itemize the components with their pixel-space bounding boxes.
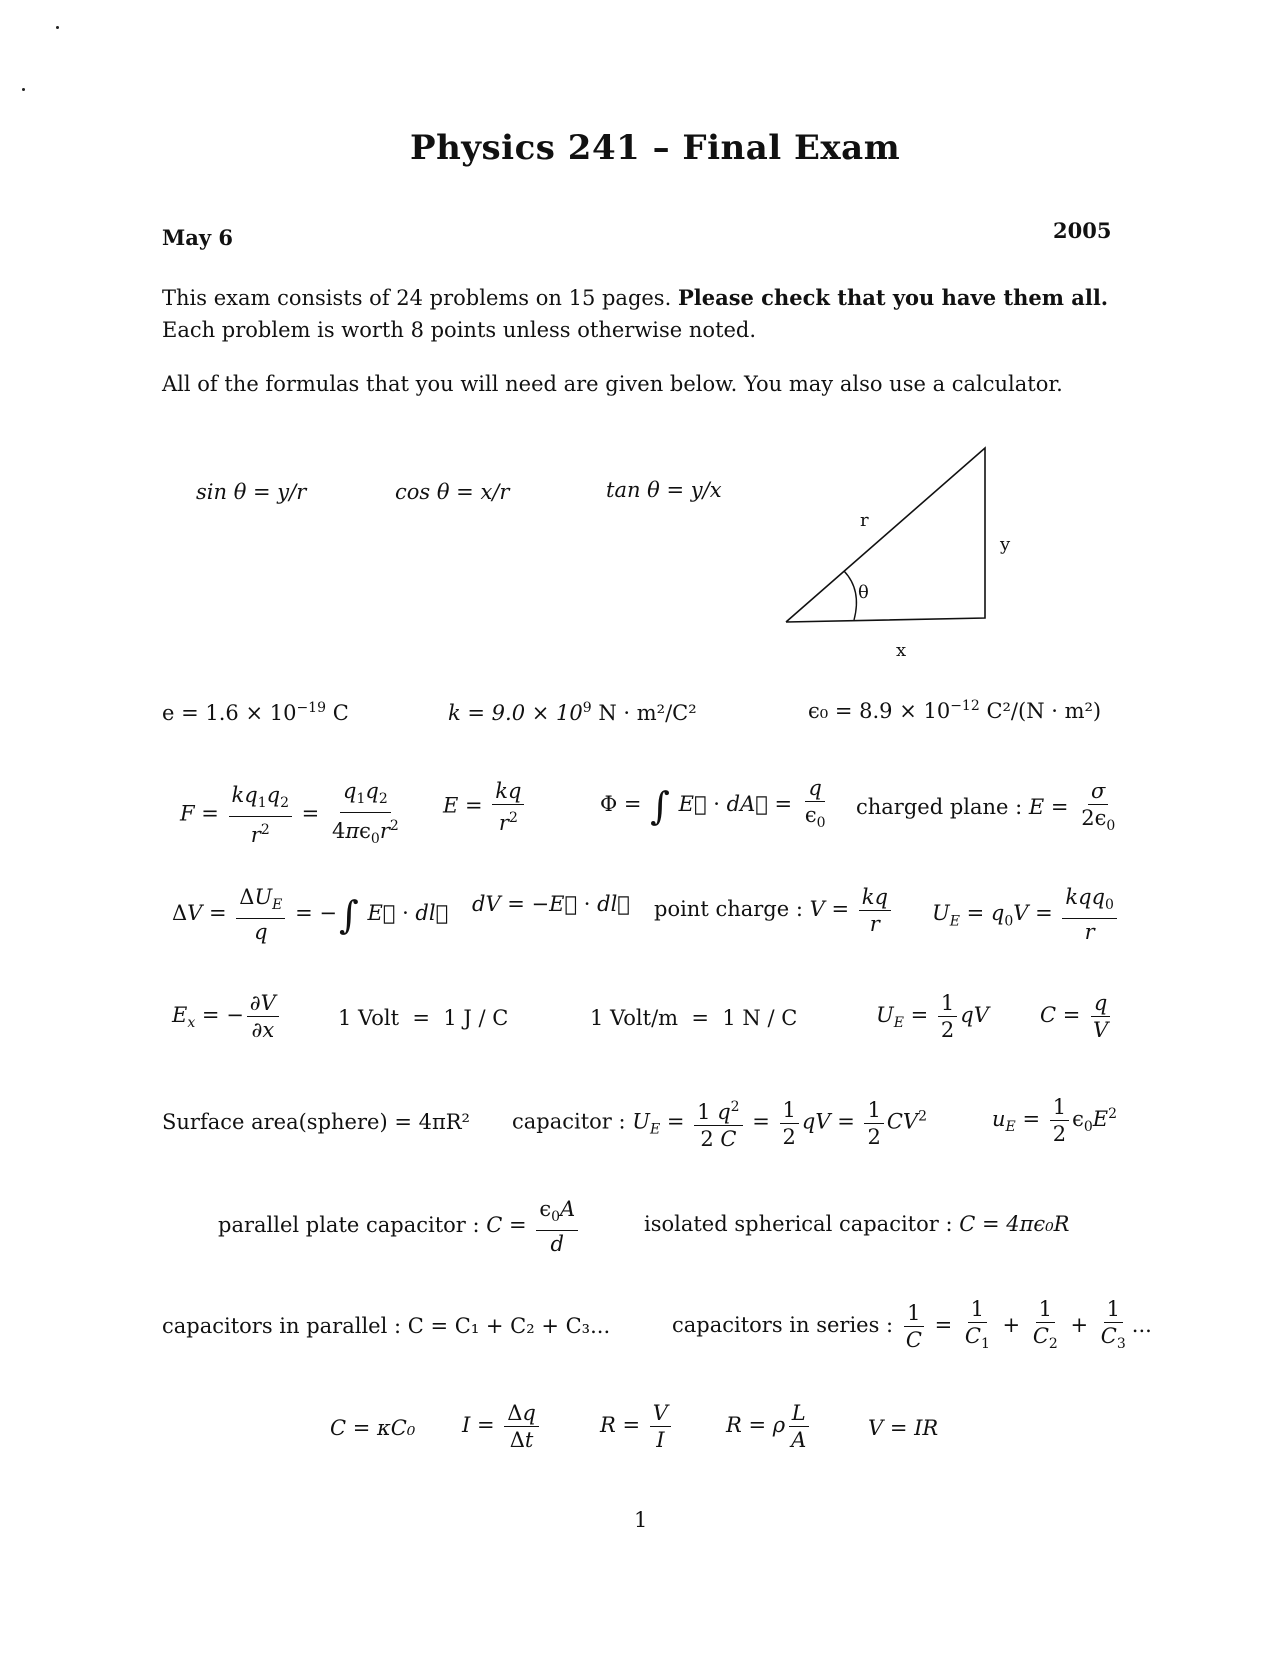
capacitors-parallel-formula: capacitors in parallel : C = C₁ + C₂ + C₃...	[162, 1314, 611, 1338]
gauss-formula: Φ = ∫ E⃗ · dA⃗ = $\frac{q}{\epsilon_0}$	[600, 776, 826, 832]
triangle-label-y: y	[1000, 534, 1011, 555]
sin-text: sin θ = y/r	[196, 480, 307, 504]
resistivity-formula: R = ρ $\frac{L}{A}$	[726, 1400, 812, 1453]
sin-formula	[196, 480, 306, 504]
parallel-plate-label: parallel plate capacitor :	[218, 1213, 480, 1238]
cap-series-label: capacitors in series :	[672, 1313, 894, 1338]
eps-base: ϵ₀ = 8.9 × 10	[808, 699, 951, 723]
exam-date: May 6	[162, 225, 233, 250]
potential-formula: ΔV = $\frac{\Delta U_E}{q}$ = −∫ E⃗ · dl⃗	[172, 885, 449, 945]
tan-formula	[606, 478, 722, 502]
triangle-label-x: x	[896, 640, 907, 661]
capacitor-energy-formula: capacitor : $U_E$ = $\frac{1 q^2}{2 C}$ = $\frac{1}{2}$ qV = $\frac{1}{2}$ $CV^2$	[512, 1094, 927, 1152]
constant-epsilon	[808, 698, 1101, 723]
field-formula: E = $\frac{kq}{r^2}$	[443, 778, 527, 836]
intro-line3: All of the formulas that you will need are given below. You may also use a calculator.	[162, 372, 1063, 396]
resistance-formula: R = $\frac{V}{I}$	[600, 1400, 674, 1453]
scan-speck	[22, 88, 25, 91]
coulomb-formula: F = $\frac{kq_1q_2}{r^2}$ = $\frac{q_1q_2}{4\pi\epsilon_0r^2}$	[180, 779, 399, 848]
parallel-plate-formula: parallel plate capacitor : C = $\frac{\epsilon_0A}{d}$	[218, 1196, 581, 1257]
exam-year: 2005	[1053, 218, 1112, 243]
capacitors-series-formula: capacitors in series : $\frac{1}{C}$ = $\frac{1}{C_1}$ + $\frac{1}{C_2}$ + $\frac{1}{C_3}$ ...	[672, 1297, 1152, 1353]
capacitance-definition: C = $\frac{q}{V}$	[1040, 990, 1114, 1043]
k-base: k = 9.0 × 10	[448, 701, 583, 725]
isolated-sphere-formula	[644, 1212, 1069, 1236]
scan-speck	[56, 26, 59, 29]
eps-unit: C²/(N · m²)	[986, 699, 1102, 723]
intro-line1: This exam consists of 24 problems on 15 pages.	[162, 286, 672, 310]
ue-half-formula: $U_E$ = $\frac{1}{2}$ qV	[876, 991, 989, 1042]
point-charge-label: point charge :	[654, 897, 803, 921]
point-charge-formula: point charge : V = $\frac{kq}{r}$	[654, 884, 894, 937]
ohms-law-formula	[868, 1416, 938, 1440]
triangle-label-theta: θ	[858, 582, 869, 603]
k-unit: N · m²/C²	[598, 701, 697, 725]
e-base: e = 1.6 × 10	[162, 701, 297, 725]
ex-formula: $E_x$ = − $\frac{\partial V}{\partial x}$	[172, 990, 282, 1043]
cos-formula	[395, 480, 509, 504]
surface-area-formula: Surface area(sphere) = 4πR²	[162, 1110, 470, 1134]
energy-density-formula: $u_E$ = $\frac{1}{2}$ $\epsilon_0E^2$	[992, 1095, 1118, 1146]
intro-line1-bold: Please check that you have them all.	[677, 285, 1109, 310]
dielectric-text: C = κC₀	[330, 1416, 416, 1440]
intro-paragraph	[162, 282, 1108, 346]
current-formula: I = $\frac{\Delta q}{\Delta t}$	[462, 1400, 542, 1453]
k-exponent: 9	[582, 700, 592, 716]
volt-definition: 1 Volt = 1 J / C	[338, 1006, 509, 1030]
dv-formula: dV = −E⃗ · dl⃗	[472, 892, 630, 916]
charged-plane-label: charged plane :	[856, 795, 1023, 820]
capacitor-label: capacitor :	[512, 1109, 626, 1134]
cos-text: cos θ = x/r	[395, 480, 510, 504]
triangle-label-r: r	[860, 510, 869, 531]
ohms-law-text: V = IR	[868, 1416, 939, 1440]
triangle-diagram	[770, 440, 1030, 660]
dielectric-formula	[330, 1416, 415, 1440]
intro-line2: Each problem is worth 8 points unless otherwise noted.	[162, 318, 757, 342]
tan-text: tan θ = y/x	[606, 478, 722, 502]
isolated-formula: C = 4πϵ₀R	[959, 1212, 1070, 1236]
page-title: Physics 241 – Final Exam	[410, 128, 901, 168]
volt-per-meter-definition: 1 Volt/m = 1 N / C	[590, 1006, 798, 1030]
e-exponent: −19	[296, 700, 326, 716]
charged-plane-formula: charged plane : E = $\frac{\sigma}{2\epsilon_0}$	[856, 779, 1116, 835]
eps-exponent: −12	[950, 698, 980, 714]
potential-energy-formula: $U_E = q_0V$ = $\frac{kqq_0}{r}$	[932, 884, 1120, 945]
page-number: 1	[634, 1508, 648, 1532]
isolated-label: isolated spherical capacitor :	[644, 1212, 953, 1236]
constant-k	[448, 700, 697, 725]
constant-e	[162, 700, 349, 725]
e-unit: C	[332, 701, 349, 725]
